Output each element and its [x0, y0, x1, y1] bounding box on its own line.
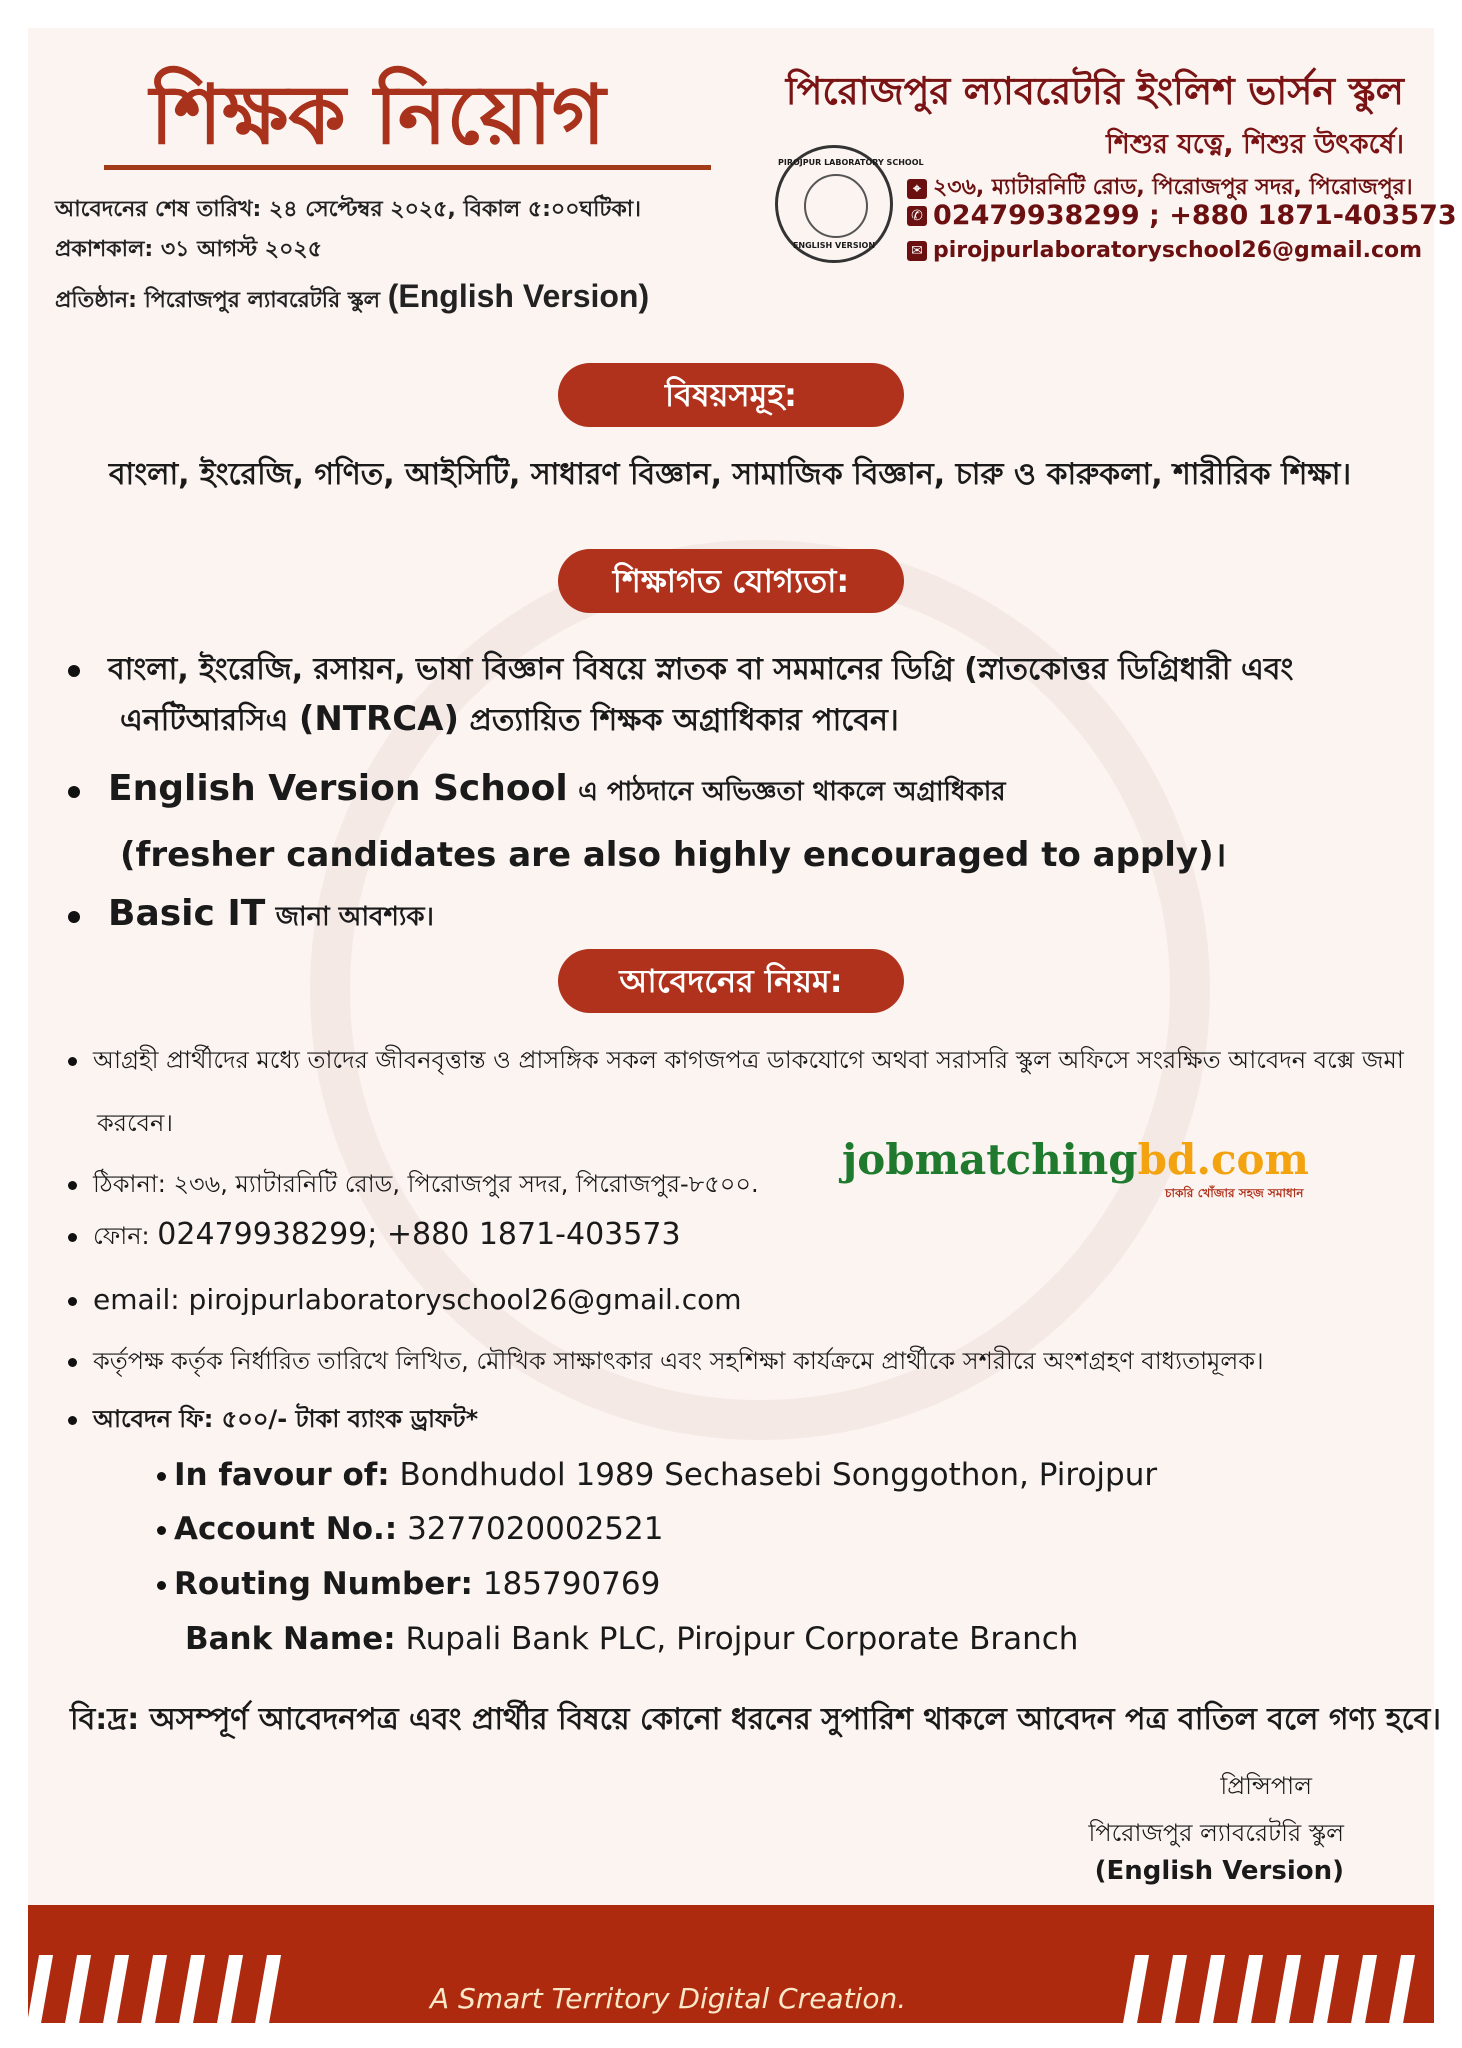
- bank-label: In favour of:: [174, 1457, 390, 1493]
- qualification-heading: শিক্ষাগত যোগ্যতা:: [558, 549, 904, 613]
- qualification-text: প্রত্যায়িত শিক্ষক অগ্রাধিকার পাবেন।: [469, 703, 899, 738]
- bullet-icon: [157, 1526, 166, 1535]
- bank-label: Bank Name:: [185, 1621, 396, 1657]
- rule-text: ফোন:: [93, 1222, 150, 1250]
- rules-heading: আবেদনের নিয়ম:: [558, 949, 904, 1013]
- footer-stripe: [253, 1955, 281, 2023]
- school-phone: [907, 200, 1457, 231]
- bullet-icon: [157, 1581, 166, 1590]
- seal-emblem: [804, 174, 868, 238]
- seal-top-text: PIROJPUR LABORATORY SCHOOL: [778, 158, 924, 167]
- bullet-icon: [68, 1297, 77, 1306]
- rule-item: [68, 1042, 1404, 1082]
- school-email: [907, 238, 1422, 263]
- qualification-text: জানা আবশ্যক।: [275, 902, 434, 932]
- fresher-note: (fresher candidates are also highly encouraged to apply)।: [120, 835, 1227, 875]
- bank-account: [157, 1511, 663, 1547]
- footer-stripe: [1235, 1955, 1263, 2023]
- footer-stripe: [1273, 1955, 1301, 2023]
- page-title: শিক্ষক নিয়োগ: [150, 68, 606, 163]
- rule-text: কর্তৃপক্ষ কর্তৃক নির্ধারিত তারিখে লিখিত, মৌখিক সাক্ষাৎকার এবং সহশিক্ষা কার্যক্রমে প্রার্থীকে সশরীরে অংশগ্রহণ বাধ্যতামূলক।: [93, 1347, 1264, 1375]
- footer-stripe: [1311, 1955, 1339, 2023]
- rule-item: [68, 1166, 759, 1206]
- bullet-icon: [68, 911, 80, 923]
- bullet-icon: [68, 1233, 77, 1242]
- jobmatchingbd-watermark-logo: [842, 1135, 1309, 1184]
- bullet-icon: [68, 1181, 77, 1190]
- bank-value: 185790769: [482, 1566, 661, 1602]
- bank-label: Account No.:: [174, 1511, 398, 1547]
- email-text: pirojpurlaboratoryschool26@gmail.com: [933, 238, 1423, 263]
- basic-it-text: Basic IT: [108, 893, 266, 934]
- bank-value: 3277020002521: [407, 1511, 664, 1547]
- bank-value: Bondhudol 1989 Sechasebi Songgothon, Pirojpur: [399, 1457, 1158, 1493]
- bullet-icon: [157, 1472, 166, 1481]
- qualification-text: এ পাঠদানে অভিজ্ঞতা থাকলে অগ্রাধিকার: [578, 777, 1006, 807]
- bank-name: [185, 1621, 1078, 1657]
- logo-name: jobmatching: [842, 1135, 1138, 1184]
- footer-stripe: [177, 1955, 205, 2023]
- logo-tagline: চাকরি খোঁজার সহজ সমাধান: [1165, 1186, 1304, 1200]
- qualification-item-cont: [120, 830, 1227, 876]
- rule-text: আগ্রহী প্রার্থীদের মধ্যে তাদের জীবনবৃত্তান্ত ও প্রাসঙ্গিক সকল কাগজপত্র ডাকযোগে অথবা সরাসরি স্কুল অফিসে সংরক্ষিত আবেদন বক্সে জমা: [93, 1046, 1404, 1074]
- footer-tagline: A Smart Territory Digital Creation.: [430, 1982, 907, 2015]
- footer-stripe: [215, 1955, 243, 2023]
- footer-stripe: [1349, 1955, 1377, 2023]
- subjects-list: বাংলা, ইংরেজি, গণিত, আইসিটি, সাধারণ বিজ্ঞান, সামাজিক বিজ্ঞান, চারু ও কারুকলা, শারীরিক শিক্ষা।: [108, 457, 1352, 492]
- school-name: পিরোজপুর ল্যাবরেটরি ইংলিশ ভার্সন স্কুল: [785, 69, 1404, 113]
- rule-item: [68, 1401, 478, 1441]
- qualification-item-cont: [120, 696, 899, 747]
- footer-stripe: [1121, 1955, 1149, 2023]
- qualification-item: [68, 645, 1293, 696]
- rule-item: [68, 1343, 1264, 1383]
- footer-stripe: [101, 1955, 129, 2023]
- bullet-icon: [68, 1416, 77, 1425]
- phone-icon: ✆: [907, 206, 927, 226]
- bullet-icon: [68, 1358, 77, 1367]
- rule-text: ঠিকানা: ২৩৬, ম্যাটারনিটি রোড, পিরোজপুর সদর, পিরোজপুর-৮৫০০.: [93, 1170, 759, 1198]
- deadline-text: আবেদনের শেষ তারিখ: ২৪ সেপ্টেম্বর ২০২৫, বিকাল ৫:০০ঘটিকা।: [55, 197, 642, 222]
- signature-version: (English Version): [1094, 1856, 1344, 1886]
- email-value: email: pirojpurlaboratoryschool26@gmail.com: [93, 1283, 742, 1316]
- bullet-icon: [68, 665, 80, 677]
- footer-stripe: [1159, 1955, 1187, 2023]
- bank-favour: [157, 1457, 1157, 1493]
- bank-routing: [157, 1566, 660, 1602]
- bullet-icon: [68, 1057, 77, 1066]
- ntrca-text: (NTRCA): [298, 699, 459, 739]
- qualification-text: এনটিআরসিএ: [120, 703, 289, 738]
- subjects-heading: বিষয়সমূহ:: [558, 363, 904, 427]
- footer-stripe: [63, 1955, 91, 2023]
- title-underline: [104, 165, 711, 170]
- qualification-item: [68, 768, 1006, 815]
- bank-value: Rupali Bank PLC, Pirojpur Corporate Branch: [405, 1621, 1079, 1657]
- footer-stripe: [28, 1955, 53, 2023]
- qualification-item: [68, 893, 434, 940]
- logo-domain: bd.com: [1137, 1135, 1309, 1184]
- phone-text: 02479938299 ; +880 1871-403573: [933, 200, 1457, 231]
- rule-item-cont: করবেন।: [97, 1109, 173, 1137]
- footer-stripe: [1387, 1955, 1415, 2023]
- rule-item: [68, 1217, 681, 1258]
- institution-version: (English Version): [387, 278, 650, 314]
- footer-stripe: [139, 1955, 167, 2023]
- bullet-icon: [68, 786, 80, 798]
- signature-title: প্রিন্সিপাল: [1220, 1772, 1312, 1800]
- bank-label: Routing Number:: [174, 1566, 473, 1602]
- rule-item: [68, 1283, 742, 1316]
- seal-bottom-text: ENGLISH VERSION: [792, 241, 876, 250]
- signature-school: পিরোজপুর ল্যাবরেটরি স্কুল: [1088, 1819, 1344, 1847]
- location-pin-icon: ⌖: [907, 179, 927, 199]
- application-fee: আবেদন ফি: ৫০০/- টাকা ব্যাংক ড্রাফট*: [93, 1405, 479, 1433]
- qualification-text: বাংলা, ইংরেজি, রসায়ন, ভাষা বিজ্ঞান বিষয়ে স্নাতক বা সমমানের ডিগ্রি (স্নাতকোত্তর ডিগ্রিধারী এবং: [108, 652, 1294, 687]
- footer-stripe: [1197, 1955, 1225, 2023]
- disclaimer-note: বি:দ্র: অসম্পূর্ণ আবেদনপত্র এবং প্রার্থীর বিষয়ে কোনো ধরনের সুপারিশ থাকলে আবেদন পত্র বাতিল বলে গণ্য হবে।: [70, 1702, 1442, 1737]
- english-version-text: English Version School: [108, 768, 568, 809]
- school-slogan: শিশুর যত্নে, শিশুর উৎকর্ষে।: [1106, 129, 1404, 160]
- phone-value: 02479938299; +880 1871-403573: [157, 1217, 681, 1252]
- institution-line: [55, 278, 649, 320]
- email-icon: ✉: [907, 241, 927, 261]
- school-seal-logo: [775, 145, 924, 263]
- address-text: ২৩৬, ম্যাটারনিটি রোড, পিরোজপুর সদর, পিরোজপুর।: [933, 175, 1413, 200]
- institution-label: প্রতিষ্ঠান: পিরোজপুর ল্যাবরেটরি স্কুল: [55, 288, 381, 313]
- published-date: প্রকাশকাল: ৩১ আগস্ট ২০২৫: [55, 237, 322, 262]
